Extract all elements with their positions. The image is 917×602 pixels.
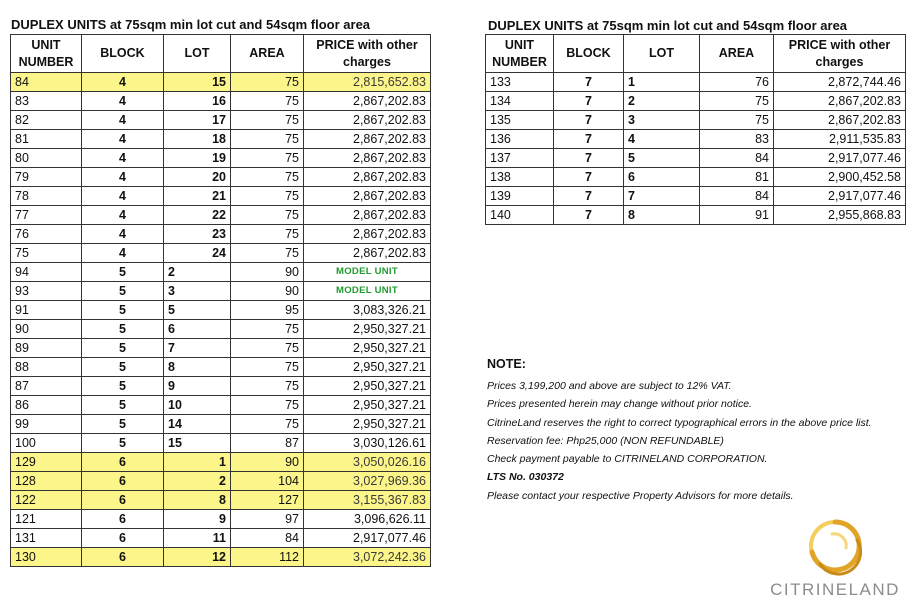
unit-number-cell: 75 (11, 244, 82, 263)
lot-cell: 11 (164, 529, 231, 548)
area-cell: 75 (231, 187, 304, 206)
table-row (11, 73, 431, 92)
price-cell: 2,950,327.21 (304, 320, 431, 339)
area-cell: 75 (700, 111, 774, 130)
price-cell: 2,867,202.83 (304, 130, 431, 149)
table-row (11, 377, 431, 396)
block-cell: 5 (82, 282, 164, 301)
lot-cell: 7 (164, 339, 231, 358)
block-cell: 7 (554, 168, 624, 187)
block-cell: 5 (82, 320, 164, 339)
block-cell: 4 (82, 111, 164, 130)
price-cell: 3,050,026.16 (304, 453, 431, 472)
block-cell: 6 (82, 548, 164, 567)
citrineland-logo-mark-icon (760, 510, 910, 582)
area-cell: 84 (700, 187, 774, 206)
header-block: BLOCK (554, 35, 624, 73)
price-cell: 2,917,077.46 (774, 149, 906, 168)
area-cell: 83 (700, 130, 774, 149)
table-row (486, 111, 906, 130)
header-unit-number: UNIT NUMBER (11, 35, 82, 73)
area-cell: 75 (231, 320, 304, 339)
table-row (486, 130, 906, 149)
table-row (486, 168, 906, 187)
note-line: CitrineLand reserves the right to correct typographical errors in the above price list. (487, 416, 872, 429)
area-cell: 112 (231, 548, 304, 567)
left-table-title: DUPLEX UNITS at 75sqm min lot cut and 54sqm floor area (11, 17, 371, 32)
price-cell: 2,867,202.83 (304, 92, 431, 111)
lot-cell: 14 (164, 415, 231, 434)
price-cell: 2,867,202.83 (774, 111, 906, 130)
table-row (11, 130, 431, 149)
price-cell: 2,911,535.83 (774, 130, 906, 149)
area-cell: 97 (231, 510, 304, 529)
table-row (11, 111, 431, 130)
lot-cell: 1 (164, 453, 231, 472)
right-table-title: DUPLEX UNITS at 75sqm min lot cut and 54sqm floor area (488, 18, 848, 33)
lot-cell: 19 (164, 149, 231, 168)
header-unit-number: UNIT NUMBER (486, 35, 554, 73)
unit-number-cell: 130 (11, 548, 82, 567)
lot-cell: 6 (624, 168, 700, 187)
price-cell: 2,955,868.83 (774, 206, 906, 225)
table-row (11, 282, 431, 301)
lot-cell: 10 (164, 396, 231, 415)
area-cell: 75 (231, 415, 304, 434)
table-row (11, 320, 431, 339)
block-cell: 5 (82, 358, 164, 377)
table-row (486, 206, 906, 225)
block-cell: 6 (82, 510, 164, 529)
left-price-table (10, 34, 431, 567)
header-area: AREA (231, 35, 304, 73)
area-cell: 84 (700, 149, 774, 168)
lot-cell: 22 (164, 206, 231, 225)
lot-cell: 7 (624, 187, 700, 206)
lot-cell: 16 (164, 92, 231, 111)
unit-number-cell: 137 (486, 149, 554, 168)
table-row (11, 510, 431, 529)
lot-cell: 24 (164, 244, 231, 263)
block-cell: 4 (82, 187, 164, 206)
price-cell: 2,867,202.83 (304, 187, 431, 206)
block-cell: 7 (554, 149, 624, 168)
table-row (11, 225, 431, 244)
area-cell: 76 (700, 73, 774, 92)
lot-cell: 1 (624, 73, 700, 92)
table-row (11, 168, 431, 187)
area-cell: 75 (231, 206, 304, 225)
unit-number-cell: 135 (486, 111, 554, 130)
table-row (11, 548, 431, 567)
lot-cell: 9 (164, 510, 231, 529)
unit-number-cell: 122 (11, 491, 82, 510)
price-cell: 3,027,969.36 (304, 472, 431, 491)
unit-number-cell: 88 (11, 358, 82, 377)
lot-cell: 8 (624, 206, 700, 225)
area-cell: 87 (231, 434, 304, 453)
block-cell: 5 (82, 396, 164, 415)
block-cell: 7 (554, 111, 624, 130)
table-row (11, 453, 431, 472)
block-cell: 4 (82, 244, 164, 263)
header-lot: LOT (624, 35, 700, 73)
area-cell: 75 (231, 149, 304, 168)
price-cell: 2,867,202.83 (304, 225, 431, 244)
block-cell: 4 (82, 168, 164, 187)
block-cell: 4 (82, 225, 164, 244)
price-cell: 3,096,626.11 (304, 510, 431, 529)
table-row (486, 149, 906, 168)
lot-cell: 9 (164, 377, 231, 396)
area-cell: 75 (700, 92, 774, 111)
table-row (11, 396, 431, 415)
unit-number-cell: 121 (11, 510, 82, 529)
price-cell: 2,950,327.21 (304, 358, 431, 377)
unit-number-cell: 83 (11, 92, 82, 111)
block-cell: 4 (82, 130, 164, 149)
table-row (11, 434, 431, 453)
table-row (11, 149, 431, 168)
block-cell: 7 (554, 130, 624, 149)
area-cell: 95 (231, 301, 304, 320)
area-cell: 90 (231, 263, 304, 282)
block-cell: 5 (82, 263, 164, 282)
lot-cell: 15 (164, 73, 231, 92)
note-line: LTS No. 030372 (487, 471, 564, 484)
area-cell: 75 (231, 377, 304, 396)
table-row (486, 187, 906, 206)
area-cell: 75 (231, 92, 304, 111)
area-cell: 75 (231, 73, 304, 92)
unit-number-cell: 82 (11, 111, 82, 130)
block-cell: 6 (82, 453, 164, 472)
note-lines (487, 380, 907, 502)
model-unit-label: MODEL UNIT (304, 282, 431, 301)
notes-section (487, 357, 907, 508)
block-cell: 7 (554, 73, 624, 92)
lot-cell: 17 (164, 111, 231, 130)
unit-number-cell: 80 (11, 149, 82, 168)
lot-cell: 6 (164, 320, 231, 339)
lot-cell: 18 (164, 130, 231, 149)
table-row (11, 206, 431, 225)
table-row (11, 244, 431, 263)
price-cell: 2,900,452.58 (774, 168, 906, 187)
area-cell: 75 (231, 111, 304, 130)
area-cell: 75 (231, 396, 304, 415)
block-cell: 6 (82, 472, 164, 491)
area-cell: 75 (231, 168, 304, 187)
lot-cell: 5 (624, 149, 700, 168)
table-row (11, 529, 431, 548)
lot-cell: 8 (164, 491, 231, 510)
price-cell: 2,867,202.83 (304, 168, 431, 187)
lot-cell: 2 (624, 92, 700, 111)
note-line: Please contact your respective Property Advisors for more details. (487, 489, 794, 502)
unit-number-cell: 131 (11, 529, 82, 548)
unit-number-cell: 77 (11, 206, 82, 225)
table-row (11, 301, 431, 320)
price-cell: 2,867,202.83 (304, 149, 431, 168)
unit-number-cell: 81 (11, 130, 82, 149)
area-cell: 75 (231, 225, 304, 244)
area-cell: 75 (231, 130, 304, 149)
unit-number-cell: 133 (486, 73, 554, 92)
header-price: PRICE with other charges (774, 35, 906, 73)
price-cell: 2,815,652.83 (304, 73, 431, 92)
price-cell: 2,867,202.83 (304, 206, 431, 225)
right-price-table (485, 34, 906, 225)
unit-number-cell: 128 (11, 472, 82, 491)
lot-cell: 5 (164, 301, 231, 320)
price-cell: 2,917,077.46 (304, 529, 431, 548)
price-cell: 2,950,327.21 (304, 377, 431, 396)
price-cell: 3,155,367.83 (304, 491, 431, 510)
block-cell: 6 (82, 529, 164, 548)
table-row (486, 92, 906, 111)
unit-number-cell: 90 (11, 320, 82, 339)
note-line: Prices presented herein may change without prior notice. (487, 398, 752, 411)
table-row (11, 415, 431, 434)
area-cell: 75 (231, 358, 304, 377)
unit-number-cell: 93 (11, 282, 82, 301)
header-lot: LOT (164, 35, 231, 73)
block-cell: 4 (82, 73, 164, 92)
area-cell: 75 (231, 244, 304, 263)
area-cell: 84 (231, 529, 304, 548)
area-cell: 90 (231, 453, 304, 472)
area-cell: 91 (700, 206, 774, 225)
price-cell: 2,917,077.46 (774, 187, 906, 206)
unit-number-cell: 91 (11, 301, 82, 320)
unit-number-cell: 138 (486, 168, 554, 187)
unit-number-cell: 100 (11, 434, 82, 453)
header-area: AREA (700, 35, 774, 73)
block-cell: 4 (82, 92, 164, 111)
block-cell: 6 (82, 491, 164, 510)
lot-cell: 8 (164, 358, 231, 377)
price-cell: 3,083,326.21 (304, 301, 431, 320)
note-line: Prices 3,199,200 and above are subject to 12% VAT. (487, 380, 732, 392)
unit-number-cell: 134 (486, 92, 554, 111)
lot-cell: 15 (164, 434, 231, 453)
block-cell: 5 (82, 339, 164, 358)
note-line: Check payment payable to CITRINELAND CORPORATION. (487, 453, 768, 466)
unit-number-cell: 86 (11, 396, 82, 415)
lot-cell: 2 (164, 263, 231, 282)
unit-number-cell: 99 (11, 415, 82, 434)
unit-number-cell: 94 (11, 263, 82, 282)
price-cell: 2,867,202.83 (304, 111, 431, 130)
block-cell: 5 (82, 415, 164, 434)
unit-number-cell: 84 (11, 73, 82, 92)
price-cell: 3,072,242.36 (304, 548, 431, 567)
logo-wordmark: CITRINELAND (770, 580, 900, 599)
unit-number-cell: 76 (11, 225, 82, 244)
block-cell: 7 (554, 206, 624, 225)
table-row (11, 358, 431, 377)
table-row (11, 263, 431, 282)
block-cell: 5 (82, 301, 164, 320)
table-row (11, 187, 431, 206)
block-cell: 4 (82, 206, 164, 225)
area-cell: 104 (231, 472, 304, 491)
block-cell: 5 (82, 434, 164, 453)
unit-number-cell: 78 (11, 187, 82, 206)
unit-number-cell: 89 (11, 339, 82, 358)
table-row (11, 339, 431, 358)
block-cell: 7 (554, 92, 624, 111)
citrineland-logo (760, 510, 910, 602)
unit-number-cell: 140 (486, 206, 554, 225)
area-cell: 127 (231, 491, 304, 510)
unit-number-cell: 139 (486, 187, 554, 206)
lot-cell: 23 (164, 225, 231, 244)
unit-number-cell: 136 (486, 130, 554, 149)
price-cell: 2,950,327.21 (304, 396, 431, 415)
header-block: BLOCK (82, 35, 164, 73)
lot-cell: 2 (164, 472, 231, 491)
lot-cell: 21 (164, 187, 231, 206)
unit-number-cell: 79 (11, 168, 82, 187)
table-row (11, 491, 431, 510)
price-cell: 2,950,327.21 (304, 415, 431, 434)
area-cell: 81 (700, 168, 774, 187)
block-cell: 5 (82, 377, 164, 396)
price-cell: 2,867,202.83 (304, 244, 431, 263)
area-cell: 90 (231, 282, 304, 301)
note-line: Reservation fee: Php25,000 (NON REFUNDABLE) (487, 434, 724, 447)
lot-cell: 4 (624, 130, 700, 149)
block-cell: 4 (82, 149, 164, 168)
note-title: NOTE: (487, 357, 526, 371)
block-cell: 7 (554, 187, 624, 206)
table-row (11, 92, 431, 111)
lot-cell: 20 (164, 168, 231, 187)
price-cell: 3,030,126.61 (304, 434, 431, 453)
lot-cell: 12 (164, 548, 231, 567)
price-cell: 2,950,327.21 (304, 339, 431, 358)
unit-number-cell: 87 (11, 377, 82, 396)
lot-cell: 3 (164, 282, 231, 301)
lot-cell: 3 (624, 111, 700, 130)
model-unit-label: MODEL UNIT (304, 263, 431, 282)
area-cell: 75 (231, 339, 304, 358)
unit-number-cell: 129 (11, 453, 82, 472)
header-price: PRICE with other charges (304, 35, 431, 73)
price-cell: 2,872,744.46 (774, 73, 906, 92)
table-row (11, 472, 431, 491)
price-cell: 2,867,202.83 (774, 92, 906, 111)
table-row (486, 73, 906, 92)
